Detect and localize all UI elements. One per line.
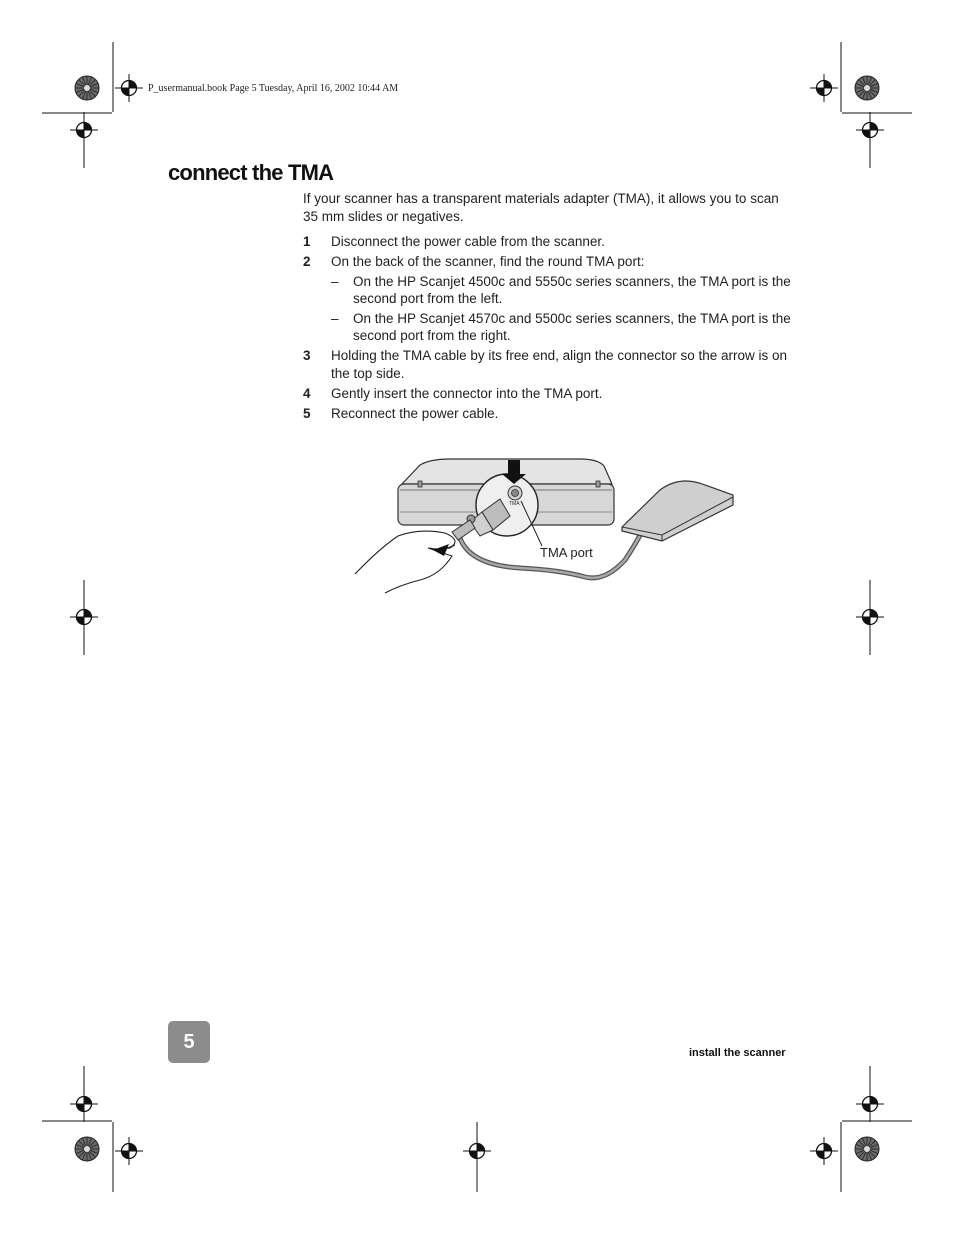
color-target-icon <box>855 76 879 100</box>
registration-mark-icon <box>463 1137 491 1165</box>
dash-marker: – <box>331 310 339 326</box>
step-text: Holding the TMA cable by its free end, align the connector so the arrow is on the top side. <box>331 348 788 381</box>
sub-list-item <box>331 273 793 308</box>
list-item <box>303 347 793 382</box>
registration-mark-icon <box>810 74 838 102</box>
color-target-icon <box>75 1137 99 1161</box>
step-number: 1 <box>303 234 311 249</box>
registration-mark-icon <box>70 603 98 631</box>
list-item <box>303 233 793 251</box>
tma-connection-illustration <box>355 459 733 593</box>
registration-mark-icon <box>856 1090 884 1118</box>
list-item <box>303 253 793 345</box>
step-text: Disconnect the power cable from the scanner. <box>331 234 605 249</box>
registration-mark-icon <box>856 603 884 631</box>
sub-step-text: On the HP Scanjet 4570c and 5500c series scanners, the TMA port is the second port from the right. <box>353 310 791 343</box>
step-number: 3 <box>303 348 311 363</box>
color-target-icon <box>855 1137 879 1161</box>
sub-list <box>331 273 793 345</box>
step-text: Reconnect the power cable. <box>331 405 499 421</box>
registration-mark-icon <box>70 116 98 144</box>
page-number: 5 <box>183 1030 195 1053</box>
registration-mark-icon <box>856 116 884 144</box>
sub-step-text: On the HP Scanjet 4500c and 5550c series scanners, the TMA port is the second port from the left. <box>353 273 791 306</box>
print-slug: P_usermanual.book Page 5 Tuesday, April 16, 2002 10:44 AM <box>148 83 399 94</box>
tma-port-callout: TMA port <box>540 545 593 560</box>
step-number: 4 <box>303 385 311 401</box>
steps-list <box>303 233 793 425</box>
intro-paragraph: If your scanner has a transparent materials adapter (TMA), it allows you to scan 35 mm slides or negatives. <box>303 191 779 224</box>
dash-marker: – <box>331 273 339 289</box>
step-text: Gently insert the connector into the TMA port. <box>331 385 603 401</box>
sub-list-item <box>331 310 793 345</box>
list-item <box>303 385 793 403</box>
footer-chapter-title: install the scanner <box>689 1047 786 1059</box>
step-text: On the back of the scanner, find the round TMA port: <box>331 254 645 269</box>
registration-mark-icon <box>115 1137 143 1165</box>
tma-port-label: TMA <box>509 501 520 507</box>
registration-mark-icon <box>810 1137 838 1165</box>
registration-mark-icon <box>115 74 143 102</box>
color-target-icon <box>75 76 99 100</box>
step-number: 2 <box>303 254 311 269</box>
list-item <box>303 405 793 423</box>
page-number-tab <box>168 1021 210 1063</box>
step-number: 5 <box>303 405 311 421</box>
registration-mark-icon <box>70 1090 98 1118</box>
section-title: connect the TMA <box>168 160 334 185</box>
